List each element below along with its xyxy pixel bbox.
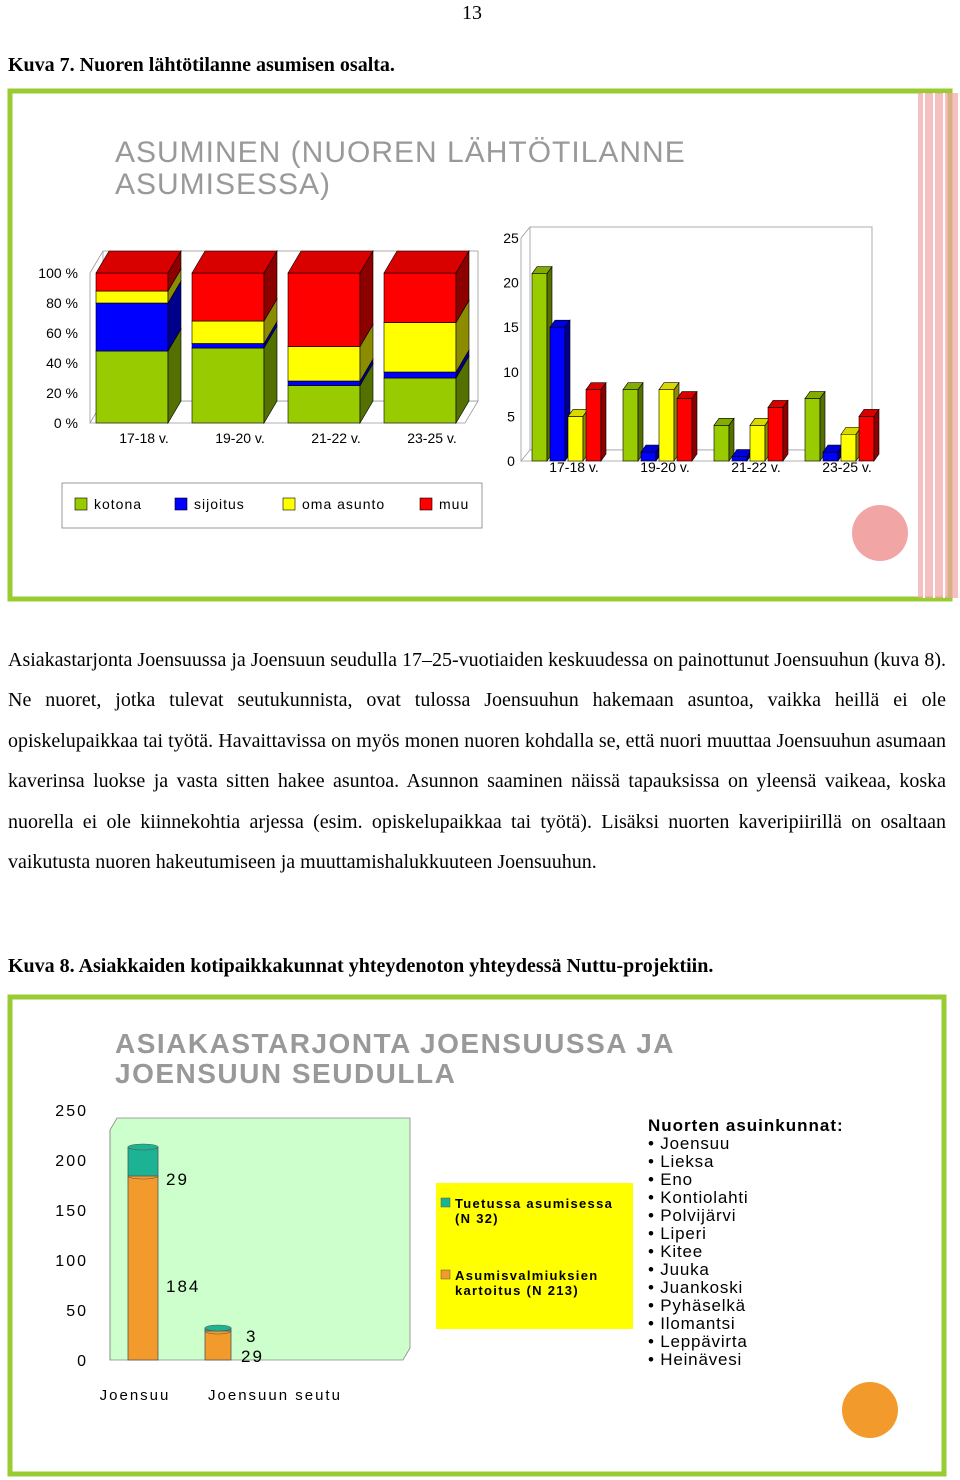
side-list-item: • Ilomantsi	[648, 1314, 736, 1333]
y-tick-label: 5	[507, 408, 515, 425]
figure-7-chart	[0, 0, 960, 610]
y-tick-label: 15	[503, 319, 519, 336]
x-tick-label: 19-20 v.	[215, 430, 265, 446]
bar-segment	[205, 1328, 231, 1360]
x-tick-label: 21-22 v.	[731, 459, 781, 475]
y-tick-label: 10	[503, 363, 519, 380]
y-tick-label: 100 %	[38, 265, 78, 281]
side-list-item: • Kitee	[648, 1242, 704, 1261]
bar	[550, 320, 570, 461]
side-list-item: • Polvijärvi	[648, 1206, 737, 1225]
bar	[586, 383, 606, 461]
legend-label: oma asunto	[302, 496, 386, 512]
decor-circle	[852, 505, 908, 561]
legend-swatch	[420, 498, 432, 510]
legend-label: Tuetussa asumisessa (N 32)	[455, 1196, 614, 1226]
y-tick-label: 0	[507, 453, 515, 469]
bar-segment	[96, 251, 181, 291]
bar	[750, 418, 770, 461]
bar-segment	[205, 1325, 231, 1331]
side-list-item: • Liperi	[648, 1224, 707, 1243]
side-list-item: • Heinävesi	[648, 1350, 743, 1369]
grouped-bar-chart	[503, 227, 879, 475]
legend-label: Asumisvalmiuksien kartoitus (N 213)	[455, 1268, 599, 1298]
title-line-2: JOENSUUN SEUDULLA	[115, 1058, 457, 1089]
y-tick-label: 60 %	[46, 325, 78, 341]
bar-segment	[128, 1144, 158, 1176]
legend-swatch	[175, 498, 187, 510]
body-paragraph	[8, 640, 946, 882]
side-list-item: • Pyhäselkä	[648, 1296, 746, 1315]
figure-7-caption: Kuva 7. Nuoren lähtötilanne asumisen osalta.	[8, 54, 395, 76]
side-list-item: • Juankoski	[648, 1278, 744, 1297]
legend-label: kotona	[94, 496, 143, 512]
y-tick-label: 0	[77, 1353, 88, 1370]
x-tick-label: Joensuu	[99, 1387, 171, 1404]
side-list-item: • Leppävirta	[648, 1332, 748, 1351]
y-tick-label: 25	[503, 230, 519, 246]
x-tick-label: 21-22 v.	[311, 430, 361, 446]
y-tick-label: 40 %	[46, 355, 78, 371]
side-list-item: • Joensuu	[648, 1134, 731, 1153]
side-list-item: • Lieksa	[648, 1152, 715, 1171]
y-tick-label: 80 %	[46, 295, 78, 311]
y-tick-label: 50	[66, 1303, 88, 1320]
side-list-title: Nuorten asuinkunnat:	[648, 1116, 844, 1135]
legend-swatch	[441, 1270, 450, 1279]
data-label: 29	[241, 1347, 264, 1366]
chart-1-title	[115, 136, 695, 201]
y-tick-label: 250	[55, 1103, 88, 1120]
legend-swatch	[441, 1198, 450, 1207]
bar	[659, 383, 679, 461]
data-label: 3	[246, 1327, 258, 1346]
x-tick-label: 23-25 v.	[407, 430, 457, 446]
bar	[568, 409, 588, 461]
x-tick-label: 17-18 v.	[549, 459, 599, 475]
data-label: 29	[166, 1170, 189, 1189]
y-tick-label: 20	[503, 274, 519, 291]
percent-stacked-bar-chart	[38, 251, 478, 446]
body-text: Asiakastarjonta Joensuussa ja Joensuun seudulla 17–25-vuotiaiden keskuudessa on painottunut Joensuuhun (kuva 8). Ne nuoret, jotka tulevat seutukunnista, ovat tulossa Joensuuhun hakemaan asuntoa, vaikka heillä ei ole opiskelupaikkaa tai työtä. Havaittavissa on myös monen nuoren kohdalla se, että nuori muuttaa Joensuuhun asumaan kaverinsa luokse ja vasta sitten hakee asuntoa. Asunnon saaminen näissä tapauksissa on yleensä vaikeaa, koska nuorella ei ole kiinnekohtia arjessa (esim. opiskelupaikkaa tai työtä). Lisäksi nuorten kaveripiirillä on osaltaan vaikutusta nuoren hakeutumiseen ja muuttamishalukkuuteen Joensuuhun.	[8, 649, 946, 874]
x-tick-label: 23-25 v.	[822, 459, 872, 475]
title-line-2: ASUMISESSA)	[115, 168, 332, 201]
bar	[859, 409, 879, 461]
side-list-item: • Juuka	[648, 1260, 710, 1279]
legend-label: muu	[439, 496, 470, 512]
bar	[714, 418, 734, 461]
page-number: 13	[462, 2, 482, 24]
x-tick-label: Joensuun seutu	[208, 1387, 342, 1404]
decor-circle-2	[842, 1382, 898, 1438]
legend-swatch	[75, 498, 87, 510]
bar	[841, 427, 861, 461]
side-list-item: • Eno	[648, 1170, 693, 1189]
y-tick-label: 200	[55, 1153, 88, 1170]
bar	[532, 267, 552, 461]
bar	[623, 383, 643, 461]
side-list	[648, 1116, 844, 1369]
x-tick-label: 19-20 v.	[640, 459, 690, 475]
bar	[768, 400, 788, 461]
stacked-bar-chart	[55, 1103, 410, 1404]
chart-3-title	[115, 1028, 683, 1089]
legend-swatch	[283, 498, 295, 510]
bar-segment	[128, 1173, 158, 1360]
bar	[677, 392, 697, 461]
y-tick-label: 150	[55, 1203, 88, 1220]
figure-8-chart	[0, 990, 960, 1480]
x-tick-label: 17-18 v.	[119, 430, 169, 446]
legend-label: sijoitus	[194, 496, 245, 512]
title-line-1: ASIAKASTARJONTA JOENSUUSSA JA	[115, 1028, 674, 1059]
data-label: 184	[166, 1277, 201, 1296]
bar-segment	[384, 251, 469, 323]
y-tick-label: 20 %	[46, 385, 78, 401]
y-tick-label: 0 %	[53, 415, 78, 431]
bar-segment	[192, 251, 277, 321]
bar-segment	[288, 251, 373, 347]
bar	[805, 392, 825, 461]
title-line-1: ASUMINEN (NUOREN LÄHTÖTILANNE	[115, 136, 686, 169]
legend-3	[436, 1183, 633, 1329]
figure-8-caption: Kuva 8. Asiakkaiden kotipaikkakunnat yhteydenoton yhteydessä Nuttu-projektiin.	[8, 955, 714, 977]
side-list-item: • Kontiolahti	[648, 1188, 749, 1207]
y-tick-label: 100	[55, 1253, 88, 1270]
